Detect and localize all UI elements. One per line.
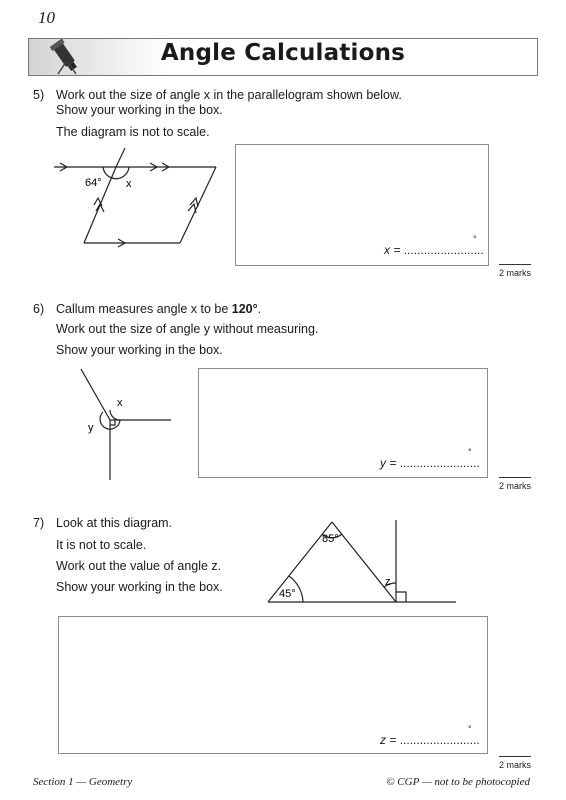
q6-line1-bold: 120° [231,302,258,316]
q6-angle-diagram [75,365,185,485]
page-title: Angle Calculations [160,40,406,66]
q7-line4: Show your working in the box. [56,580,223,594]
q6-degree-symbol: ° [468,447,472,457]
q7-angle-45: 45° [279,588,296,600]
q6-line3: Show your working in the box. [56,343,223,357]
q7-number: 7) [33,516,45,530]
page-number: 10 [38,8,55,27]
q5-line3: The diagram is not to scale. [56,125,210,139]
q7-line2: It is not to scale. [56,538,147,552]
footer-copyright: © CGP — not to be photocopied [386,776,530,788]
footer-section: Section 1 — Geometry [33,776,133,788]
q6-line1 [56,302,261,317]
q7-triangle-diagram [262,516,462,608]
q5-answer-var: x = [384,243,401,257]
q7-angle-z: z [385,576,391,588]
q5-answer-dots: ........................ [403,243,484,257]
q5-marks: 2 marks [498,268,531,278]
q7-angle-85: 85° [322,533,339,545]
q6-line1-post: . [257,302,262,316]
q6-marks-line [499,477,531,478]
q5-parallelogram-diagram [50,148,230,258]
q5-angle-x: x [126,178,132,190]
q6-answer-line [380,456,480,470]
q5-line2: Show your working in the box. [56,103,223,117]
q5-angle-64: 64° [85,177,102,189]
q7-answer-line [380,733,480,747]
q5-answer-line [384,243,484,257]
q5-line1: Work out the size of angle x in the parallelogram shown below. [56,88,402,102]
q5-degree-symbol: ° [473,234,477,244]
q7-marks: 2 marks [498,760,531,770]
q6-answer-var: y = [380,456,397,470]
q6-line1-pre: Callum measures angle x to be [56,302,232,316]
q5-number: 5) [33,88,45,102]
q6-answer-dots: ........................ [399,456,480,470]
q6-marks: 2 marks [498,481,531,491]
q7-line1: Look at this diagram. [56,516,173,530]
q7-answer-var: z = [380,733,397,747]
q7-answer-dots: ........................ [399,733,480,747]
q6-angle-y: y [88,422,94,434]
q6-number: 6) [33,302,45,316]
q7-degree-symbol: ° [468,724,472,734]
q7-line3: Work out the value of angle z. [56,559,222,573]
q6-angle-x: x [117,397,123,409]
q5-marks-line [499,264,531,265]
q7-marks-line [499,756,531,757]
q6-line2: Work out the size of angle y without measuring. [56,322,319,336]
